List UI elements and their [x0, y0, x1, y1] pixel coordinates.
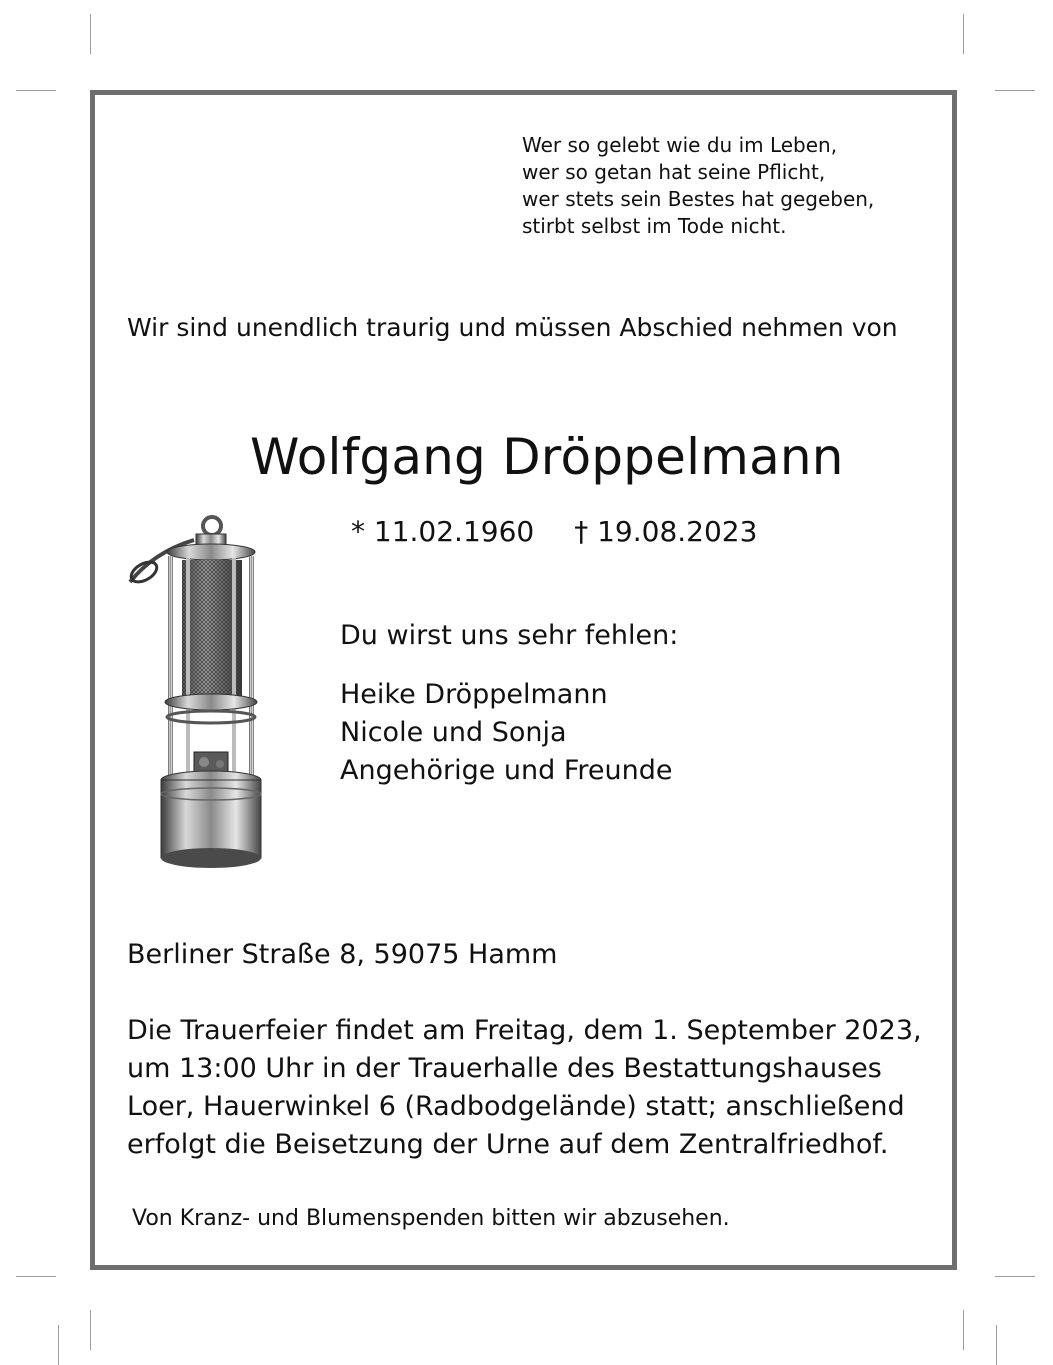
life-dates	[351, 514, 757, 550]
crop-mark-bottom-left-h	[16, 1276, 56, 1277]
crop-mark-bottom-right-v	[963, 1310, 964, 1350]
funeral-line: um 13:00 Uhr in der Trauerhalle des Bestattungshauses	[127, 1053, 882, 1084]
crop-mark-bottom-left-v	[90, 1310, 91, 1350]
deceased-name: Wolfgang Dröppelmann	[250, 428, 844, 486]
poem-line: wer stets sein Bestes hat gegeben,	[522, 187, 875, 211]
poem-line: stirbt selbst im Tode nicht.	[522, 214, 787, 238]
funeral-line: Die Trauerfeier findet am Freitag, dem 1. September 2023,	[127, 1015, 922, 1046]
poem-line: wer so getan hat seine Pflicht,	[522, 160, 826, 184]
crop-mark-top-left-v	[90, 14, 91, 54]
mourner: Heike Dröppelmann	[340, 679, 608, 710]
crop-mark-top-right-v	[963, 14, 964, 54]
address: Berliner Straße 8, 59075 Hamm	[127, 939, 558, 970]
crop-mark-bottom-right-v2	[996, 1325, 997, 1365]
funeral-notice	[127, 1012, 922, 1164]
death-date: † 19.08.2023	[574, 515, 758, 548]
crop-mark-bottom-right-h	[995, 1276, 1035, 1277]
birth-date: * 11.02.1960	[351, 515, 535, 548]
poem-line: Wer so gelebt wie du im Leben,	[522, 133, 838, 157]
donations-note: Von Kranz- und Blumenspenden bitten wir abzusehen.	[132, 1206, 730, 1231]
crop-mark-top-right-h	[995, 90, 1035, 91]
intro-text: Wir sind unendlich traurig und müssen Abschied nehmen von	[127, 313, 898, 342]
funeral-line: erfolgt die Beisetzung der Urne auf dem Zentralfriedhof.	[127, 1129, 889, 1160]
miners-lamp-icon	[124, 512, 284, 882]
mourner: Angehörige und Freunde	[340, 755, 673, 786]
poem	[522, 132, 874, 240]
mourners-list	[340, 676, 673, 790]
missing-you-text: Du wirst uns sehr fehlen:	[340, 620, 679, 651]
crop-mark-top-left-h	[16, 90, 56, 91]
mourner: Nicole und Sonja	[340, 717, 567, 748]
funeral-line: Loer, Hauerwinkel 6 (Radbodgelände) statt; anschließend	[127, 1091, 905, 1122]
crop-mark-bottom-left-v2	[58, 1325, 59, 1365]
